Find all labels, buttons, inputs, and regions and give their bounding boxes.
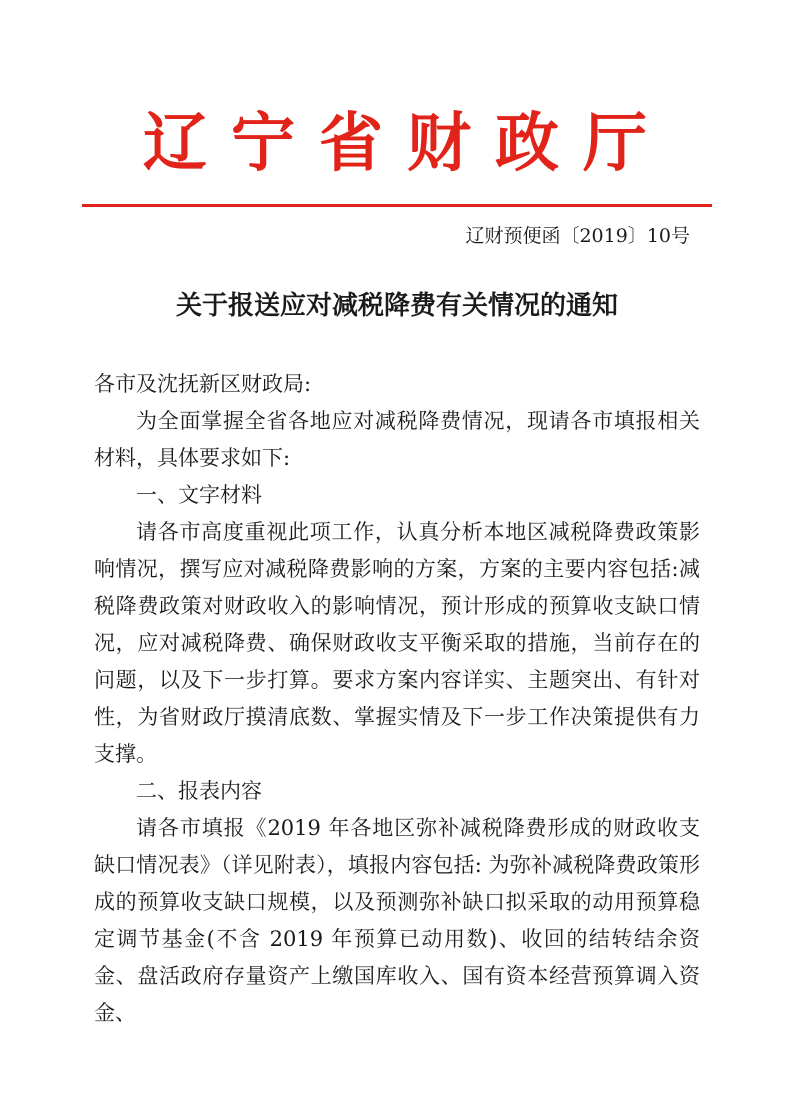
letterhead-title: 辽宁省财政厅 [143,106,671,181]
salutation: 各市及沈抚新区财政局: [94,372,312,396]
document-title: 关于报送应对减税降费有关情况的通知 [175,291,618,321]
intro-paragraph: 为全面掌握全省各地应对减税降费情况，现请各市填报相关材料，具体要求如下: [94,409,700,470]
section-body-text-materials: 请各市高度重视此项工作，认真分析本地区减税降费政策影响情况，撰写应对减税降费影响的方案，方案的主要内容包括:减税降费政策对财政收入的影响情况，预计形成的预算收支缺口情况，应对减税降费、确保财政收支平衡采取的措施，当前存在的问题，以及下一步打算。要求方案内容详实、主题突出、有针对性，为省财政厅摸清底数、掌握实情及下一步工作决策提供有力支撑。 [94,520,700,766]
section-body-report-content: 请各市填报《2019 年各地区弥补减税降费形成的财政收支缺口情况表》（详见附表），填报内容包括: 为弥补减税降费政策形成的预算收支缺口规模，以及预测弥补缺口拟采取的动用预算稳定调节基金(不含 2019 年预算已动用数)、收回的结转结余资金、盘活政府存量资产上缴国库收入、国有资本经营预算调入资金、 [94,816,700,1025]
document-body [94,366,700,1032]
document-number: 辽财预便函〔2019〕10号 [465,225,690,247]
section-heading-text-materials: 一、文字材料 [136,483,262,507]
section-heading-report-content: 二、报表内容 [136,779,262,803]
letterhead-divider [82,204,712,207]
